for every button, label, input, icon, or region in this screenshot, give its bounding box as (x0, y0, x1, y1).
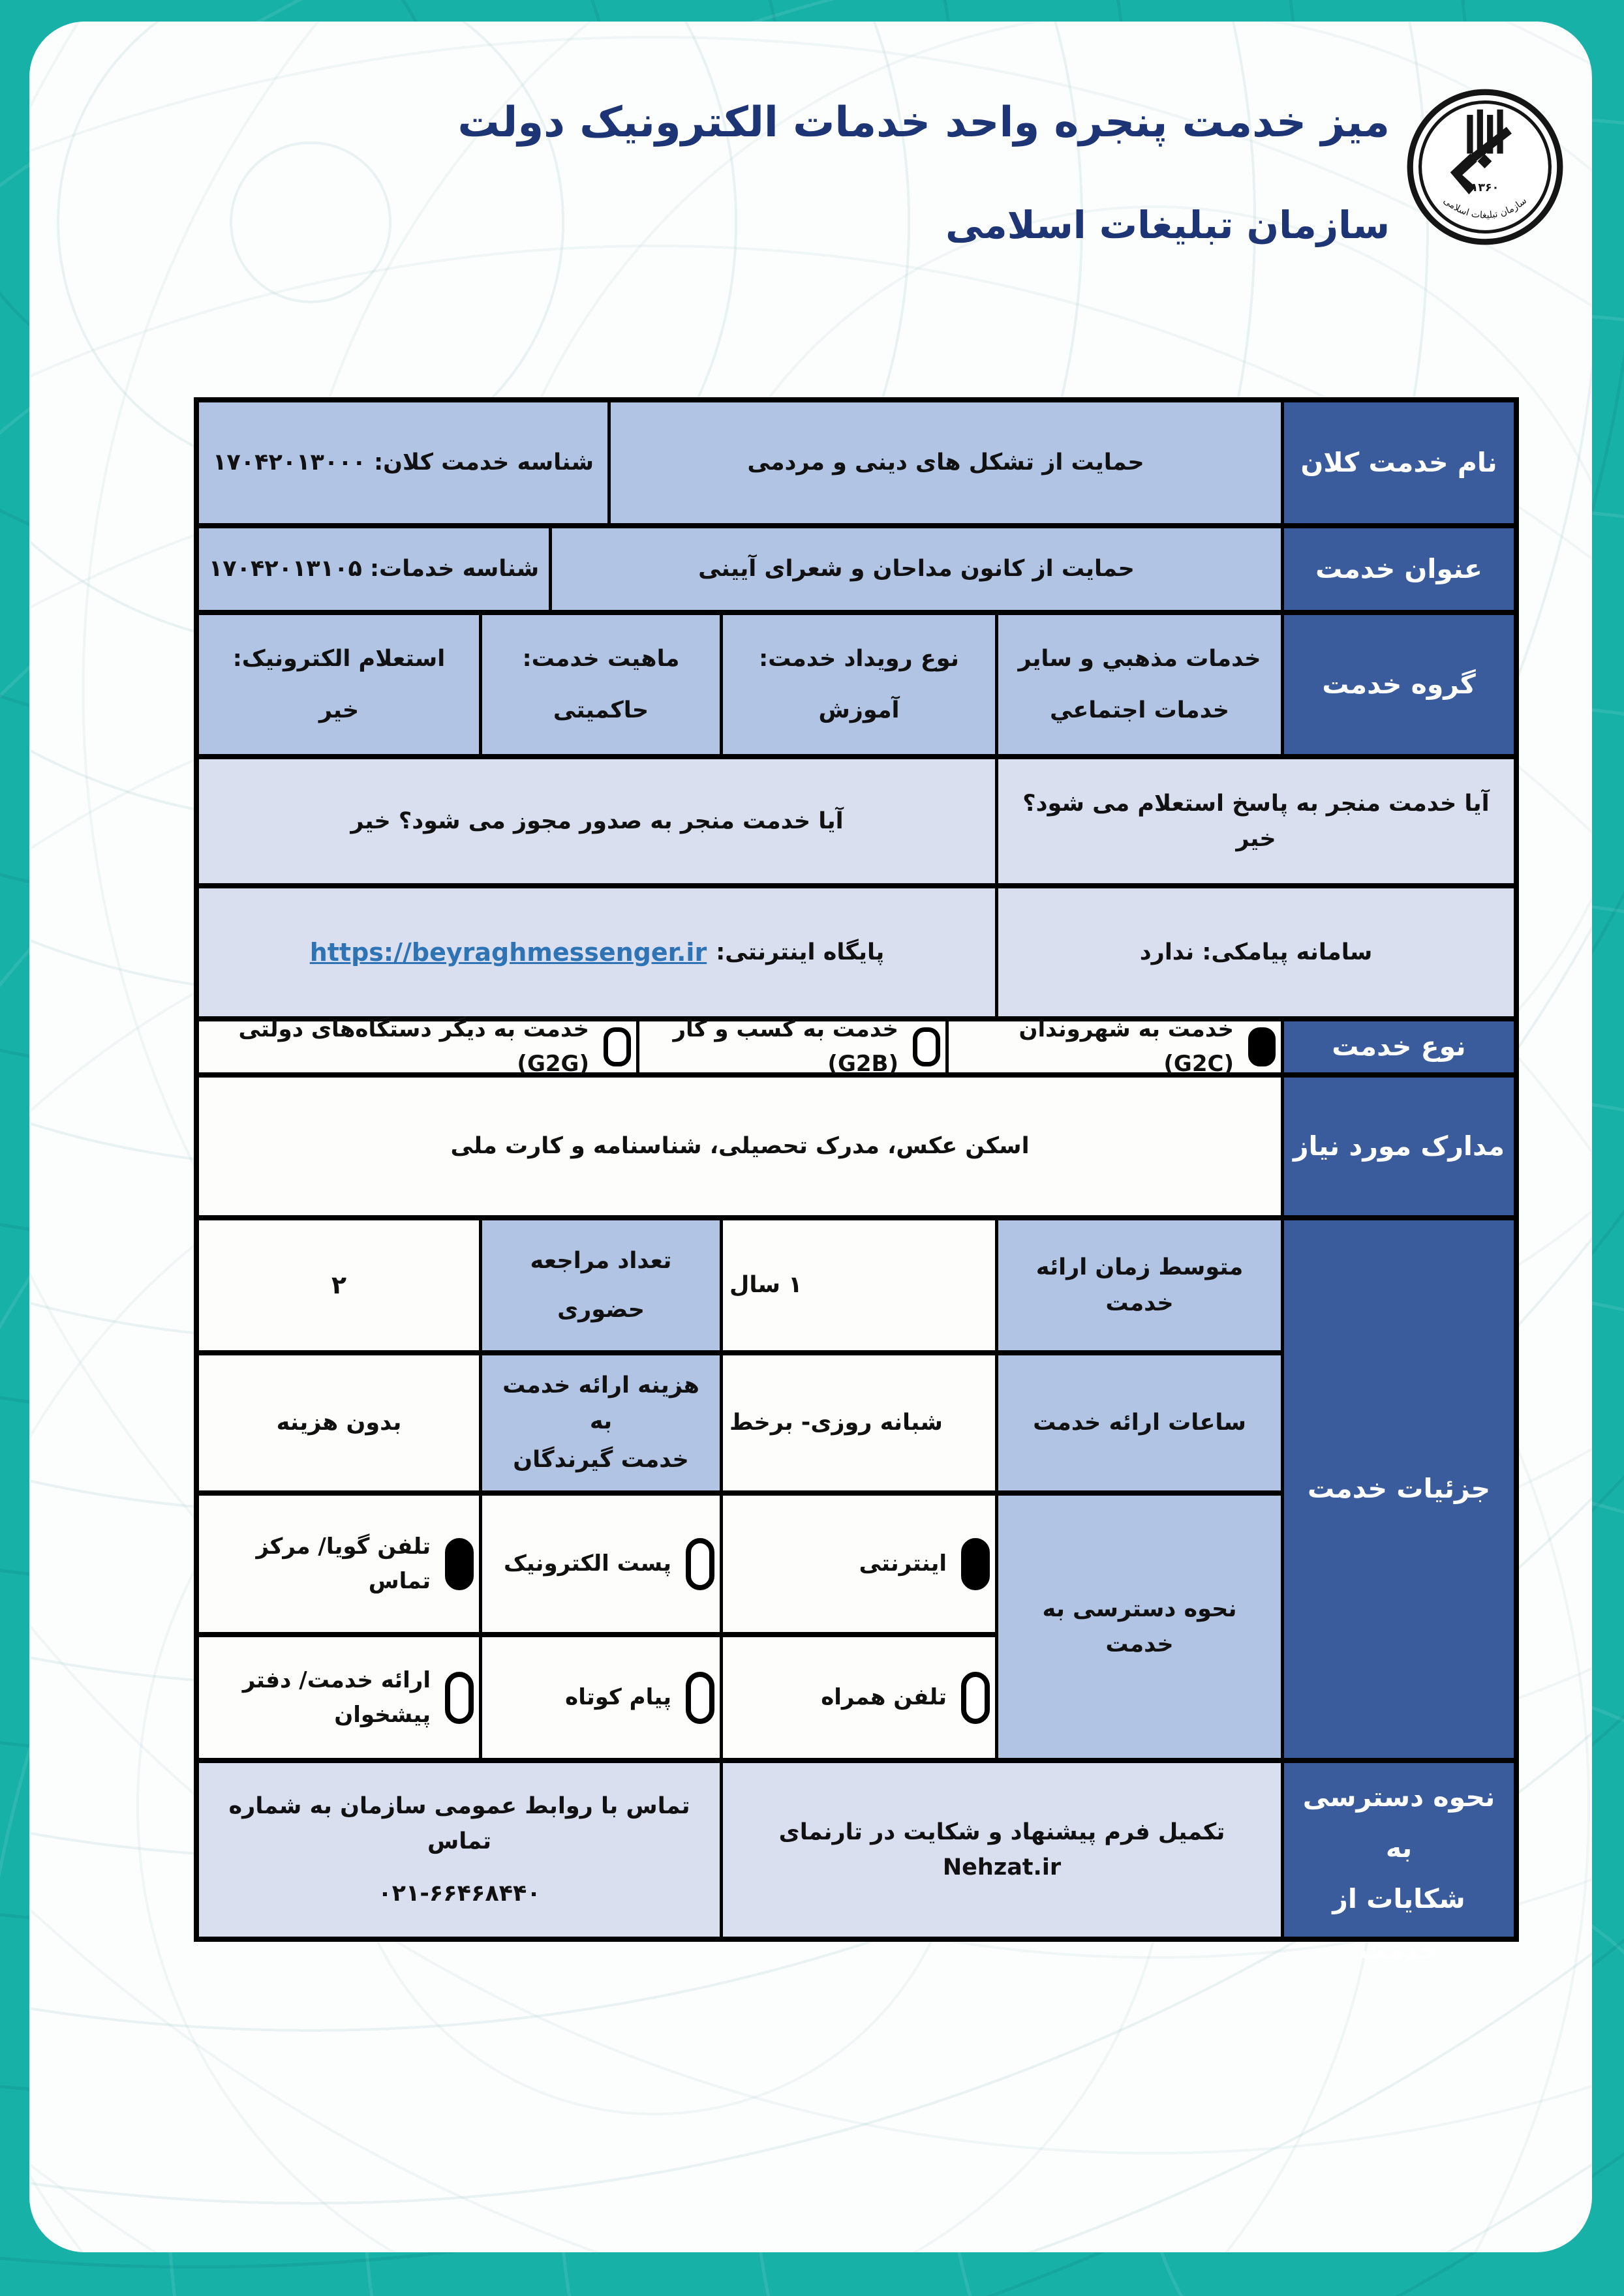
org-title: سازمان تبلیغات اسلامی (945, 203, 1390, 247)
cost-label-cell: هزینه ارائه خدمت به خدمت گیرندگان (482, 1355, 720, 1490)
service-title-value: حمایت از کانون مداحان و شعرای آیینی (698, 556, 1135, 582)
documents-header-cell: مدارک مورد نیاز (1284, 1078, 1514, 1215)
service-nature-cell: ماهیت خدمت: حاکمیتی (482, 615, 720, 754)
service-title-value-cell (552, 528, 1281, 610)
avg-time-label-cell: متوسط زمان ارائه خدمت (998, 1220, 1281, 1350)
access-office-cell: ارائه خدمت/ دفتر پیشخوان (199, 1637, 479, 1758)
access-email-cell: پست الکترونیک (482, 1496, 720, 1632)
checkbox-internet[interactable] (961, 1538, 990, 1590)
access-sms-cell: پیام کوتاه (482, 1637, 720, 1758)
access-internet-cell: اینترنتی (723, 1496, 995, 1632)
document-sheet (29, 22, 1592, 2252)
logo-org-name: سازمان تبلیغات اسلامی (1441, 195, 1529, 221)
complaints-header-cell: نحوه دسترسی به شکایات از خدمت (1284, 1763, 1514, 1937)
organization-logo-icon (1405, 87, 1565, 247)
checkbox-short-message[interactable] (686, 1672, 714, 1724)
checkbox-mobile-phone[interactable] (961, 1672, 990, 1724)
complaints-form-cell: تکمیل فرم پیشنهاد و شکایت در تارنمای Nehzat.ir (723, 1763, 1281, 1937)
hours-label-cell: ساعات ارائه خدمت (998, 1355, 1281, 1490)
complaints-contact-cell: تماس با روابط عمومی سازمان به شماره تماس ۰۲۱-۶۶۴۶۸۴۴۰ (199, 1763, 720, 1937)
e-inquiry-cell: استعلام الکترونیک: خیر (199, 615, 479, 754)
checkbox-g2c[interactable] (1248, 1027, 1276, 1066)
page-title: میز خدمت پنجره واحد خدمات الکترونیک دولت (457, 98, 1390, 147)
checkbox-email[interactable] (686, 1538, 714, 1590)
macro-service-header-cell: نام خدمت کلان (1284, 402, 1514, 523)
service-id-cell (199, 528, 549, 610)
service-event-type-cell: نوع رویداد خدمت: آموزش (723, 615, 995, 754)
inquiry-question-cell: آیا خدمت منجر به پاسخ استعلام می شود؟ خیر (998, 759, 1514, 883)
license-question-cell: آیا خدمت منجر به صدور مجوز می شود؟ خیر (199, 759, 995, 883)
service-details-header-cell: جزئیات خدمت (1284, 1220, 1514, 1758)
macro-service-value-cell (611, 402, 1281, 523)
service-group-header-cell: گروه خدمت (1284, 615, 1514, 754)
website-link[interactable]: https://beyraghmessenger.ir (309, 937, 707, 967)
checkbox-g2g[interactable] (604, 1027, 631, 1066)
checkbox-voice-phone[interactable] (445, 1538, 474, 1590)
macro-service-id-cell (199, 402, 607, 523)
complaints-phone-number: ۰۲۱-۶۶۴۶۸۴۴۰ (378, 1880, 541, 1907)
avg-time-value-cell: ۱ سال (723, 1220, 995, 1350)
access-mobile-cell: تلفن همراه (723, 1637, 995, 1758)
access-label-cell: نحوه دسترسی به خدمت (998, 1496, 1281, 1758)
service-table (194, 397, 1519, 1965)
logo-year: ۱۳۶۰ (1471, 181, 1499, 194)
macro-service-value: حمایت از تشکل های دینی و مردمی (747, 449, 1144, 476)
cost-value-cell: بدون هزینه (199, 1355, 479, 1490)
service-id: شناسه خدمات: ۱۷۰۴۲۰۱۳۱۰۵ (208, 556, 540, 582)
service-group-value-cell: خدمات مذهبي و سایر خدمات اجتماعي (998, 615, 1281, 754)
service-type-header-cell: نوع خدمت (1284, 1021, 1514, 1072)
visits-value-cell: ۲ (199, 1220, 479, 1350)
website-label: پایگاه اینترنتی: (716, 939, 885, 965)
service-title-header-cell: عنوان خدمت (1284, 528, 1514, 610)
website-cell (199, 888, 995, 1016)
sms-system-cell: سامانه پیامکی: ندارد (998, 888, 1514, 1016)
macro-service-id: شناسه خدمت کلان: ۱۷۰۴۲۰۱۳۰۰۰ (213, 449, 594, 476)
checkbox-g2b[interactable] (913, 1027, 940, 1066)
checkbox-service-office[interactable] (445, 1672, 474, 1724)
service-type-g2c-cell: خدمت به شهروندان (G2C) (949, 1021, 1281, 1072)
service-type-g2g-cell: خدمت به دیگر دستگاه‌های دولتی (G2G) (199, 1021, 636, 1072)
visits-label-cell: تعداد مراجعه حضوری (482, 1220, 720, 1350)
service-type-g2b-cell: خدمت به کسب و کار (G2B) (639, 1021, 945, 1072)
documents-value-cell: اسکن عکس، مدرک تحصیلی، شناسنامه و کارت ملی (199, 1078, 1281, 1215)
hours-value-cell: شبانه روزی- برخط (723, 1355, 995, 1490)
access-voice-phone-cell: تلفن گویا/ مرکز تماس (199, 1496, 479, 1632)
